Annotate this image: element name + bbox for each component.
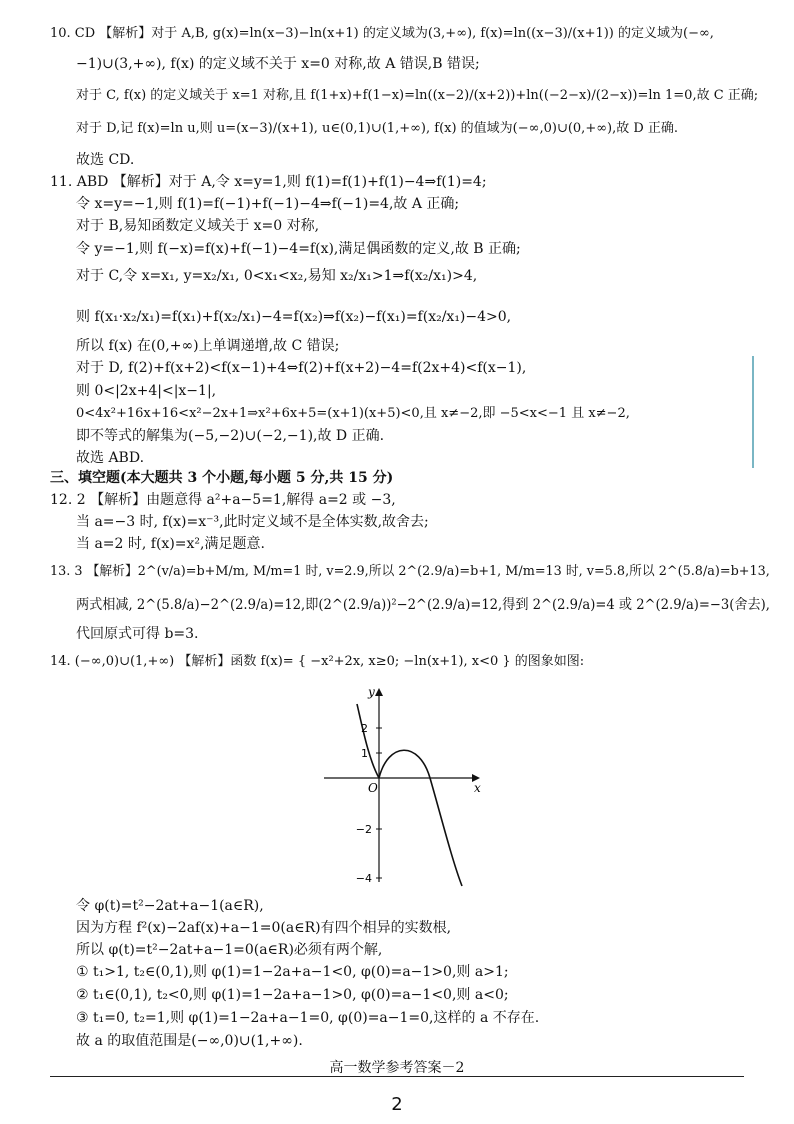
margin-mark — [752, 356, 754, 468]
text-line: 0<4x²+16x+16<x²−2x+1⇒x²+6x+5=(x+1)(x+5)<0,且 x≠−2,即 −5<x<−1 且 x≠−2, — [76, 406, 630, 421]
text-line: 对于 C, f(x) 的定义域关于 x=1 对称,且 f(1+x)+f(1−x)=ln((x−2)/(x+2))+ln((−2−x)/(2−x))=ln 1=0,故 C 正确; — [76, 88, 759, 103]
text-line: 代回原式可得 b=3. — [76, 626, 199, 642]
tick-label: −2 — [355, 823, 372, 836]
text-line: ① t₁>1, t₂∈(0,1),则 φ(1)=1−2a+a−1<0, φ(0)=a−1>0,则 a>1; — [76, 964, 509, 980]
text-line: 14. (−∞,0)∪(1,+∞) 【解析】函数 f(x)= { −x²+2x, x≥0; −ln(x+1), x<0 } 的图象如图: — [50, 654, 585, 669]
tick-label: −4 — [355, 872, 372, 885]
text-line: 则 0<|2x+4|<|x−1|, — [76, 383, 217, 399]
text-line: 故 a 的取值范围是(−∞,0)∪(1,+∞). — [76, 1033, 303, 1049]
text-line: 对于 C,令 x=x₁, y=x₂/x₁, 0<x₁<x₂,易知 x₂/x₁>1⇒f(x₂/x₁)>4, — [76, 268, 478, 284]
page-number: 2 — [391, 1094, 403, 1115]
text-line: 即不等式的解集为(−5,−2)∪(−2,−1),故 D 正确. — [76, 428, 385, 444]
text-line: −1)∪(3,+∞), f(x) 的定义域不关于 x=0 对称,故 A 错误,B 错误; — [76, 56, 480, 72]
text-line: 因为方程 f²(x)−2af(x)+a−1=0(a∈R)有四个相异的实数根, — [76, 920, 452, 936]
text-line: 10. CD 【解析】对于 A,B, g(x)=ln(x−3)−ln(x+1) 的定义域为(3,+∞), f(x)=ln((x−3)/(x+1)) 的定义域为(−∞, — [50, 26, 714, 41]
text-line: 故选 ABD. — [76, 450, 145, 466]
text-line: 令 y=−1,则 f(−x)=f(x)+f(−1)−4=f(x),满足偶函数的定义,故 B 正确; — [76, 241, 521, 257]
tick-label: 1 — [361, 747, 368, 760]
text-line: 令 x=y=−1,则 f(1)=f(−1)+f(−1)−4⇒f(−1)=4,故 A 正确; — [76, 196, 460, 212]
function-graph — [322, 682, 488, 888]
page-footer: 高一数学参考答案－2 — [329, 1060, 465, 1076]
y-axis-arrow — [375, 688, 383, 696]
tick-label: 2 — [361, 722, 368, 735]
text-line: 令 φ(t)=t²−2at+a−1(a∈R), — [76, 898, 264, 914]
text-line: 对于 D, f(2)+f(x+2)<f(x−1)+4⇔f(2)+f(x+2)−4=f(2x+4)<f(x−1), — [76, 360, 527, 376]
text-line: 当 a=2 时, f(x)=x²,满足题意. — [76, 536, 265, 552]
curve-left-branch — [357, 704, 379, 778]
text-line: 两式相减, 2^(5.8/a)−2^(2.9/a)=12,即(2^(2.9/a))²−2^(2.9/a)=12,得到 2^(2.9/a)=4 或 2^(2.9/a)=−3(舍去), — [76, 597, 770, 613]
text-line: 所以 φ(t)=t²−2at+a−1=0(a∈R)必须有两个解, — [76, 942, 383, 958]
text-line: 则 f(x₁·x₂/x₁)=f(x₁)+f(x₂/x₁)−4=f(x₂)⇒f(x₂)−f(x₁)=f(x₂/x₁)−4>0, — [76, 309, 512, 325]
text-line: 12. 2 【解析】由题意得 a²+a−5=1,解得 a=2 或 −3, — [50, 492, 396, 508]
text-line: 11. ABD 【解析】对于 A,令 x=y=1,则 f(1)=f(1)+f(1)−4⇒f(1)=4; — [50, 174, 487, 190]
text-line: 故选 CD. — [76, 152, 135, 168]
text-line: ② t₁∈(0,1), t₂<0,则 φ(1)=1−2a+a−1>0, φ(0)=a−1<0,则 a<0; — [76, 987, 509, 1003]
origin-label: O — [368, 781, 378, 795]
text-line: 当 a=−3 时, f(x)=x⁻³,此时定义域不是全体实数,故舍去; — [76, 514, 429, 530]
footer-divider — [50, 1076, 744, 1077]
x-axis-label: x — [474, 781, 481, 795]
curve-right-branch — [379, 750, 462, 886]
text-line: ③ t₁=0, t₂=1,则 φ(1)=1−2a+a−1=0, φ(0)=a−1=0,这样的 a 不存在. — [76, 1010, 540, 1026]
text-line: 对于 B,易知函数定义域关于 x=0 对称, — [76, 218, 320, 234]
section-heading: 三、填空题(本大题共 3 个小题,每小题 5 分,共 15 分) — [50, 470, 394, 486]
text-line: 所以 f(x) 在(0,+∞)上单调递增,故 C 错误; — [76, 338, 340, 354]
y-axis-label: y — [368, 685, 375, 699]
text-line: 对于 D,记 f(x)=ln u,则 u=(x−3)/(x+1), u∈(0,1)∪(1,+∞), f(x) 的值域为(−∞,0)∪(0,+∞),故 D 正确. — [76, 121, 679, 136]
text-line: 13. 3 【解析】2^(v/a)=b+M/m, M/m=1 时, v=2.9,所以 2^(2.9/a)=b+1, M/m=13 时, v=5.8,所以 2^(5.8/a)=b+13, — [50, 564, 770, 579]
